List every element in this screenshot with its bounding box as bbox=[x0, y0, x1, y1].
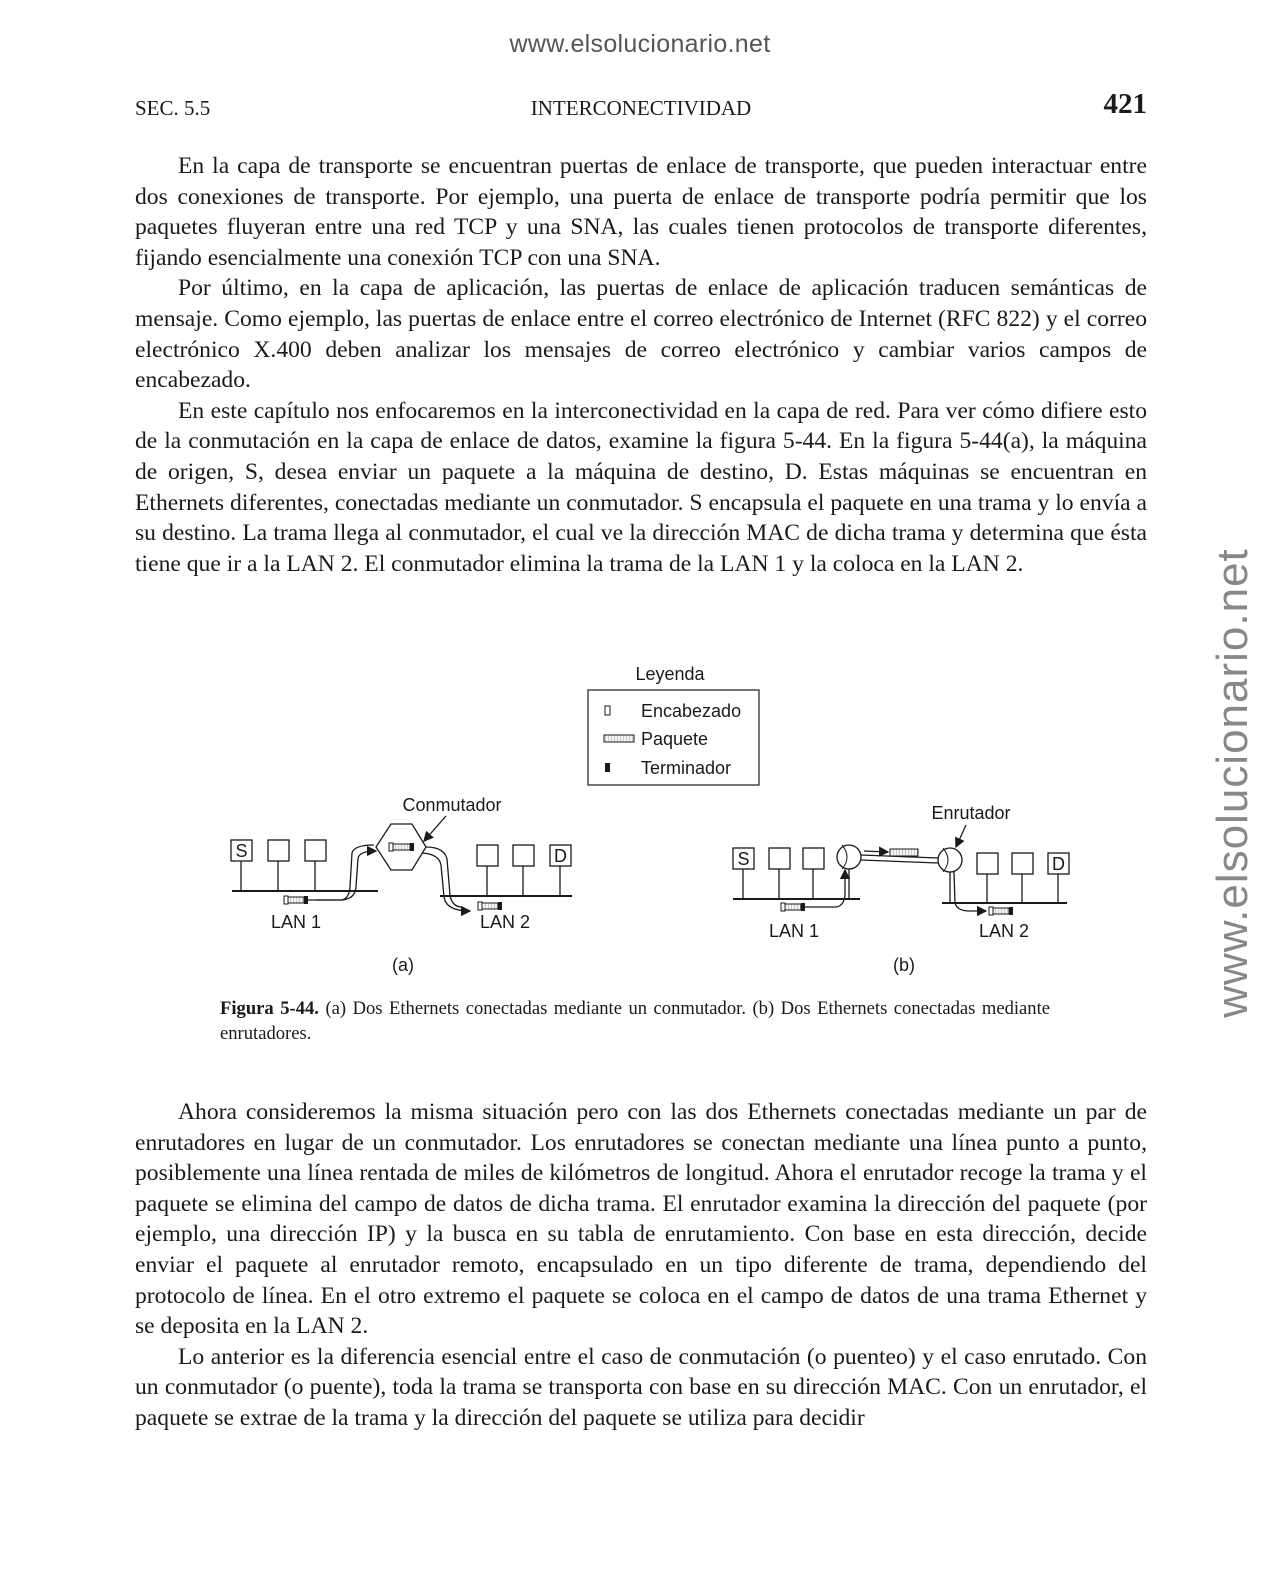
host bbox=[305, 840, 326, 861]
host bbox=[513, 845, 534, 866]
body-text-bottom bbox=[135, 1097, 1147, 1434]
panel-b-tag: (b) bbox=[893, 955, 915, 975]
lan2-label: LAN 2 bbox=[978, 921, 1030, 941]
running-title: INTERCONECTIVIDAD bbox=[530, 96, 752, 120]
legend-item-packet: Paquete bbox=[641, 729, 709, 749]
watermark-side: www.elsolucionario.net bbox=[1208, 548, 1257, 1018]
host bbox=[477, 845, 498, 866]
legend-item-header: Encabezado bbox=[641, 701, 742, 721]
packet-swatch-icon bbox=[604, 735, 634, 742]
router-icon bbox=[938, 848, 962, 872]
caption-label: Figura 5-44. bbox=[220, 998, 319, 1019]
section-label: SEC. 5.5 bbox=[135, 96, 211, 120]
host bbox=[977, 853, 998, 874]
paragraph: Por último, en la capa de aplicación, las puertas de enlace de aplicación traducen semánticas de mensaje. Como ejemplo, las puertas de enlace entre el correo electrónico de Internet (RFC 822) y el correo electrónico X.400 deben analizar los mensajes de correo electrónico y cambiar varios campos de encabezado. bbox=[135, 275, 1147, 394]
watermark-top: www.elsolucionario.net bbox=[509, 30, 771, 58]
host bbox=[268, 840, 289, 861]
running-header bbox=[135, 88, 1147, 128]
host bbox=[769, 848, 790, 869]
legend bbox=[588, 664, 759, 785]
panel-a bbox=[231, 795, 572, 975]
host-dest-label: D bbox=[554, 846, 567, 866]
router-icon bbox=[837, 845, 861, 869]
host-source-label: S bbox=[737, 849, 750, 869]
host bbox=[803, 848, 824, 869]
paragraph: Lo anterior es la diferencia esencial entre el caso de conmutación (o puenteo) y el caso enrutado. Con un conmutador (o puente), toda la trama se transporta con base en su dirección MAC. Con un enrutador, el paquete se extrae de la trama y la dirección del paquete se utiliza para decidir bbox=[135, 1343, 1147, 1431]
caption-text: (a) Dos Ethernets conectadas mediante un conmutador. (b) Dos Ethernets conectadas mediante enrutadores. bbox=[220, 998, 1051, 1044]
trailer-swatch-icon bbox=[605, 763, 610, 772]
switch-label: Conmutador bbox=[402, 795, 502, 815]
router-label: Enrutador bbox=[931, 803, 1011, 823]
legend-item-trailer: Terminador bbox=[641, 758, 732, 778]
figure-5-44 bbox=[200, 655, 1100, 985]
paragraph: En la capa de transporte se encuentran puertas de enlace de transporte, que pueden interactuar entre dos conexiones de transporte. Por ejemplo, una puerta de enlace de transporte podría permitir que los paquetes fluyeran entre una red TCP y una SNA, las cuales tienen protocolos de transporte diferentes, fijando esencialmente una conexión TCP con una SNA. bbox=[135, 153, 1147, 271]
host-dest-label: D bbox=[1052, 854, 1065, 874]
panel-a-tag: (a) bbox=[392, 955, 414, 975]
lan1-label: LAN 1 bbox=[270, 912, 322, 932]
paragraph: En este capítulo nos enfocaremos en la interconectividad en la capa de red. Para ver cómo difiere esto de la conmutación en la capa de enlace de datos, examine la figura 5-44. En la figura 5-44(a), la máquina de origen, S, desea enviar un paquete a la máquina de destino, D. Estas máquinas se encuentran en Ethernets diferentes, conectadas mediante un conmutador. S encapsula el paquete en una trama y lo envía a su destino. La trama llega al conmutador, el cual ve la dirección MAC de dicha trama y determina que ésta tiene que ir a la LAN 2. El conmutador elimina la trama de la LAN 1 y la coloca en la LAN 2. bbox=[135, 397, 1147, 577]
paragraph: Ahora consideremos la misma situación pero con las dos Ethernets conectadas mediante un par de enrutadores en lugar de un conmutador. Los enrutadores se conectan mediante una línea punto a punto, posiblemente una línea rentada de miles de kilómetros de longitud. Ahora el enrutador recoge la trama y el paquete se elimina del campo de datos de dicha trama. El enrutador examina la dirección del paquete (por ejemplo, una dirección IP) y la busca en su tabla de enrutamiento. Con base en esta dirección, decide enviar el paquete al enrutador remoto, encapsulado en un tipo diferente de trama, dependiendo del protocolo de línea. En el otro extremo el paquete se coloca en el campo de datos de una trama Ethernet y se deposita en la LAN 2. bbox=[135, 1099, 1147, 1340]
lan1-label: LAN 1 bbox=[768, 921, 820, 941]
header-swatch-icon bbox=[605, 706, 610, 715]
page-number: 421 bbox=[1103, 88, 1147, 120]
figure-caption bbox=[220, 996, 1050, 1046]
host-source-label: S bbox=[235, 841, 248, 861]
lan2-label: LAN 2 bbox=[479, 912, 531, 932]
body-text-top bbox=[135, 151, 1147, 579]
legend-title: Leyenda bbox=[635, 664, 705, 684]
host bbox=[1012, 853, 1033, 874]
panel-b bbox=[733, 803, 1069, 975]
